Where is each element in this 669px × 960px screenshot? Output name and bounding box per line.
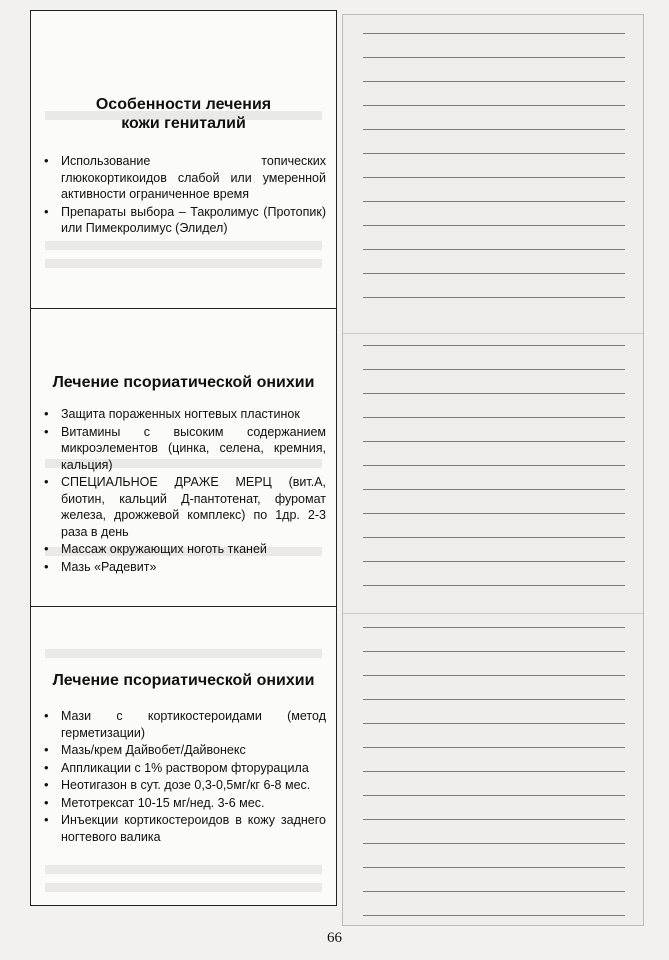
ruled-line xyxy=(363,249,625,250)
list-item: • Мазь/крем Дайвобет/Дайвонекс xyxy=(44,742,246,757)
ruled-line xyxy=(363,81,625,82)
ruled-line xyxy=(363,627,625,628)
list-item: • Витамины с высоким содержанием микроэлементов (цинка, селена, кремния, кальция) xyxy=(44,423,326,472)
list-item: • Аппликации с 1% раствором фторурацила xyxy=(44,759,309,775)
left-card-column xyxy=(30,10,337,906)
card-nail-psoriasis-1 xyxy=(31,309,336,607)
ruled-line xyxy=(363,795,625,796)
card-genital-skin xyxy=(31,11,336,309)
page-number: 66 xyxy=(327,930,342,946)
ruled-line xyxy=(363,513,625,514)
ruled-line xyxy=(363,129,625,130)
ruled-line xyxy=(363,465,625,466)
ruled-line xyxy=(363,57,625,58)
list-item: • СПЕЦИАЛЬНОЕ ДРАЖЕ МЕРЦ (вит.А, биотин, кальций Д-пантотенат, фуромат железа, дрожжевой комплекс) по 1др. 2-3 раза в день xyxy=(44,474,326,539)
bullet-list xyxy=(41,153,326,237)
list-item: • Мази с кортикостероидами (метод герметизации) xyxy=(44,708,326,740)
ruled-line xyxy=(363,585,625,586)
ruled-line xyxy=(363,345,625,346)
list-item: • Метотрексат 10-15 мг/нед. 3-6 мес. xyxy=(44,794,265,810)
list-item: • Мазь «Радевит» xyxy=(44,558,157,574)
divider xyxy=(343,613,643,614)
ruled-line xyxy=(363,393,625,394)
list-item: • Неотигазон в сут. дозе 0,3-0,5мг/кг 6-8 мес. xyxy=(44,777,311,792)
list-item: • Массаж окружающих ноготь тканей xyxy=(44,541,267,556)
ruled-line xyxy=(363,297,625,298)
ruled-line xyxy=(363,201,625,202)
ruled-line xyxy=(363,177,625,178)
ruled-line xyxy=(363,33,625,34)
ruled-line xyxy=(363,225,625,226)
card-nail-psoriasis-2 xyxy=(31,607,336,905)
ruled-line xyxy=(363,891,625,892)
ruled-line xyxy=(363,417,625,418)
list-item: • Защита пораженных ногтевых пластинок xyxy=(44,406,300,421)
card-title: Особенности лечения кожи гениталий xyxy=(95,96,272,132)
list-item: • Инъекции кортикостероидов в кожу заднего ногтевого валика xyxy=(44,812,326,844)
ruled-line xyxy=(363,867,625,868)
ruled-line xyxy=(363,819,625,820)
ruled-line xyxy=(363,699,625,700)
ruled-line xyxy=(363,537,625,538)
card-title: Лечение псориатической онихии xyxy=(52,374,315,391)
ruled-line xyxy=(363,843,625,844)
ruled-line xyxy=(363,915,625,916)
ruled-line xyxy=(363,105,625,106)
divider xyxy=(343,333,643,334)
ruled-line xyxy=(363,771,625,772)
list-item: • Препараты выбора – Такролимус (Протопик) или Пимекролимус (Элидел) xyxy=(44,203,326,235)
ruled-line xyxy=(363,153,625,154)
bullet-list xyxy=(41,708,326,845)
ruled-line xyxy=(363,723,625,724)
ruled-line xyxy=(363,441,625,442)
list-item: • Использование топических глюкокортикоидов слабой или умеренной активности ограниченное время xyxy=(44,153,326,201)
ruled-line xyxy=(363,747,625,748)
ruled-line xyxy=(363,273,625,274)
card-title: Лечение псориатической онихии xyxy=(52,672,315,689)
ruled-note-card xyxy=(342,14,644,926)
ruled-line xyxy=(363,489,625,490)
ruled-line xyxy=(363,369,625,370)
bullet-list xyxy=(41,406,326,575)
ruled-line xyxy=(363,675,625,676)
ruled-line xyxy=(363,651,625,652)
ruled-line xyxy=(363,561,625,562)
